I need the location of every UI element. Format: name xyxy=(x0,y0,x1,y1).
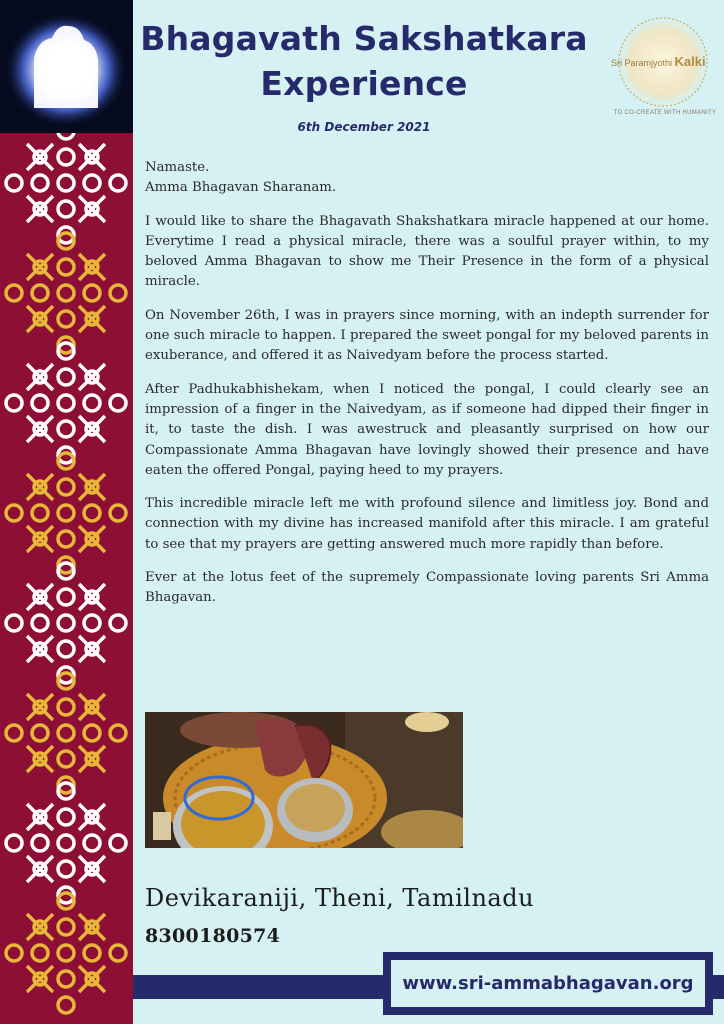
title-line-2: Experience xyxy=(260,64,468,103)
paragraph: I would like to share the Bhagavath Shakshatkara miracle happened at our home. Everytime I read a physical miracle, there was a soulful prayer within, to my beloved Amma Bhagavan to show me Their Presence in the form of a physical miracle. xyxy=(145,213,709,290)
kolam-pattern xyxy=(0,133,133,1024)
pongal-offering-photo xyxy=(145,712,463,848)
paragraph: On November 26th, I was in prayers since morning, with an indepth surrender for one such miracle to happen. I prepared the sweet pongal for my beloved parents in exuberance, and offered it as Naivedyam before the process started. xyxy=(145,307,709,364)
logo-tagline: TO CO-CREATE WITH HUMANITY xyxy=(613,110,717,116)
divine-light-image xyxy=(0,0,133,133)
logo-prefix: Sri Paramjyothi xyxy=(611,58,675,68)
greeting: Namaste. xyxy=(145,160,210,175)
paragraph: Ever at the lotus feet of the supremely Compassionate loving parents Sri Amma Bhagavan. xyxy=(145,570,709,606)
website-box xyxy=(383,952,713,1015)
main-content xyxy=(133,0,724,1024)
logo-name: Kalki xyxy=(674,54,706,69)
paragraph: After Padhukabhishekam, when I noticed the pongal, I could clearly see an impression of a finger in the Naivedyam, as if someone had dipped their finger in it, to taste the dish. I was awestruck and pleasantly surprised on how our Compassionate Amma Bhagavan have lovingly showed their presence and have eaten the offered Pongal, paying heed to my prayers. xyxy=(145,381,709,478)
phone-number: 8300180574 xyxy=(145,925,281,947)
page-title xyxy=(133,16,595,106)
author-name: Devikaraniji, Theni, Tamilnadu xyxy=(145,884,535,912)
salutation: Amma Bhagavan Sharanam. xyxy=(145,180,337,196)
date-label: 6th December 2021 xyxy=(297,120,431,134)
decorative-sidebar xyxy=(0,0,133,1024)
title-line-1: Bhagavath Sakshatkara xyxy=(140,19,588,58)
logo-text xyxy=(611,54,721,69)
letter-body xyxy=(145,158,709,622)
website-link[interactable]: www.sri-ammabhagavan.org xyxy=(391,960,705,1007)
paragraph: This incredible miracle left me with profound silence and limitless joy. Bond and connection with my divine has increased manifold after this miracle. I am grateful to see that my prayers are getting answered much more rapidly than before. xyxy=(145,496,709,552)
